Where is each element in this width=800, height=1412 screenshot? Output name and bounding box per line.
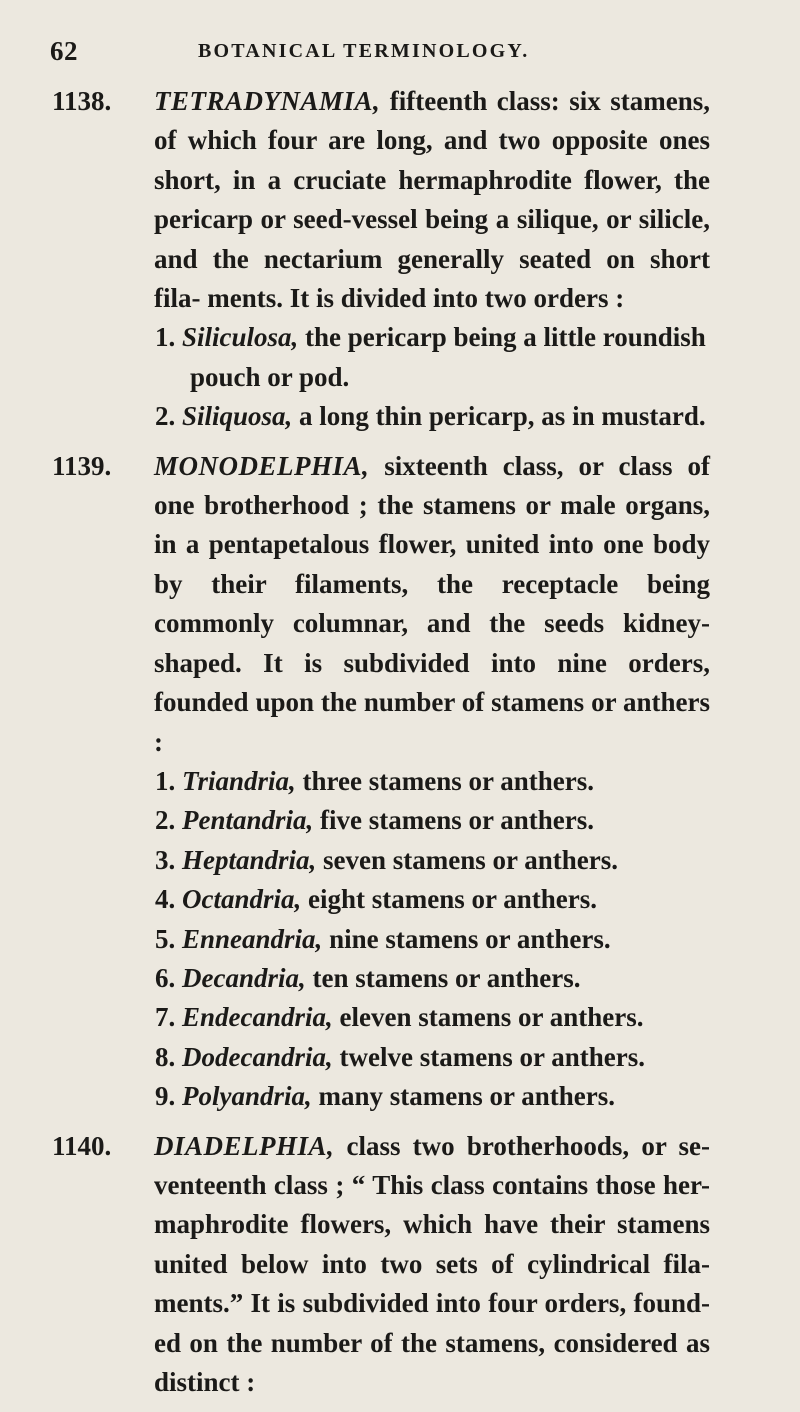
- order-item: [155, 1038, 710, 1077]
- order-name: Siliculosa,: [182, 322, 299, 353]
- order-number: 2.: [155, 401, 176, 432]
- order-number: 3.: [155, 844, 176, 875]
- order-item: [155, 880, 710, 919]
- order-text: many stamens or anthers.: [311, 1081, 616, 1112]
- order-name: Dodecandria,: [182, 1041, 333, 1072]
- order-name: Siliquosa,: [182, 401, 293, 432]
- order-item: [155, 397, 710, 436]
- order-number: 8.: [155, 1041, 176, 1072]
- order-text: eight stamens or anthers.: [301, 884, 597, 915]
- class-name: TETRADYNAMIA,: [154, 86, 381, 116]
- orders-list: [154, 762, 710, 1117]
- order-item: [155, 998, 710, 1037]
- order-name: Heptandria,: [182, 844, 317, 875]
- entry-1138: [52, 82, 710, 437]
- page-number: 62: [50, 36, 78, 66]
- order-text: ten stamens or anthers.: [305, 962, 581, 993]
- entry-text: class two brotherhoods, or se- venteenth class ; “ This class contains those her- maphrodite flowers, which have their stamens united below into two sets of cylindrical fila- ments.” It is subdivided into four orders, found- ed on the number of the stamens, considered as distinct :: [154, 1130, 710, 1397]
- order-name: Polyandria,: [182, 1081, 312, 1112]
- order-text: the pericarp being a little roundish pouch or pod.: [190, 322, 706, 392]
- orders-list: [154, 318, 710, 436]
- order-item: [155, 959, 710, 998]
- order-item: [155, 1077, 710, 1116]
- order-item: [155, 920, 710, 959]
- order-number: 6.: [155, 962, 176, 993]
- order-name: Octandria,: [182, 884, 302, 915]
- order-item: [155, 801, 710, 840]
- order-number: 2.: [155, 805, 176, 836]
- entry-number: 1139.: [52, 450, 112, 481]
- order-text: seven stamens or anthers.: [316, 844, 618, 875]
- order-number: 9.: [155, 1081, 176, 1112]
- class-name: MONODELPHIA,: [154, 450, 370, 481]
- entry-1139: [52, 447, 710, 1117]
- order-number: 7.: [155, 1002, 176, 1033]
- order-item: [155, 841, 710, 880]
- order-number: 5.: [155, 923, 176, 954]
- order-text: three stamens or anthers.: [295, 765, 594, 796]
- order-text: five stamens or anthers.: [313, 805, 594, 836]
- entry-text: fifteenth class: six stamens, of which four are long, and two opposite ones short, in a cruciate hermaphrodite flower, the pericarp or seed-vessel being a silique, or silicle, and the nectarium generally seated on short fila- ments. It is divided into two orders :: [154, 86, 710, 314]
- order-number: 4.: [155, 884, 176, 915]
- class-name: DIADELPHIA,: [154, 1130, 335, 1161]
- order-text: eleven stamens or anthers.: [332, 1002, 644, 1033]
- order-name: Pentandria,: [182, 805, 314, 836]
- entry-number: 1138.: [52, 86, 112, 116]
- order-name: Endecandria,: [182, 1002, 333, 1033]
- order-name: Triandria,: [182, 765, 296, 796]
- page-content: [52, 82, 710, 1412]
- running-title: BOTANICAL TERMINOLOGY.: [198, 40, 530, 62]
- order-text: nine stamens or anthers.: [322, 923, 611, 954]
- order-name: Decandria,: [182, 962, 306, 993]
- order-number: 1.: [155, 765, 176, 796]
- order-text: a long thin pericarp, as in mustard.: [292, 401, 706, 432]
- entry-1140: [52, 1127, 710, 1403]
- page-header: [50, 36, 750, 76]
- entry-text: sixteenth class, or class of one brotherhood ; the stamens or male organs, in a pentapetalous flower, united into one body by their filaments, the receptacle being commonly columnar, and the seeds kidney-shaped. It is subdivided into nine orders, founded upon the number of stamens or anthers :: [154, 450, 710, 757]
- order-number: 1.: [155, 322, 176, 353]
- entry-number: 1140.: [52, 1130, 112, 1161]
- order-item: [155, 762, 710, 801]
- order-item: [155, 318, 710, 397]
- order-text: twelve stamens or anthers.: [332, 1041, 645, 1072]
- order-name: Enneandria,: [182, 923, 323, 954]
